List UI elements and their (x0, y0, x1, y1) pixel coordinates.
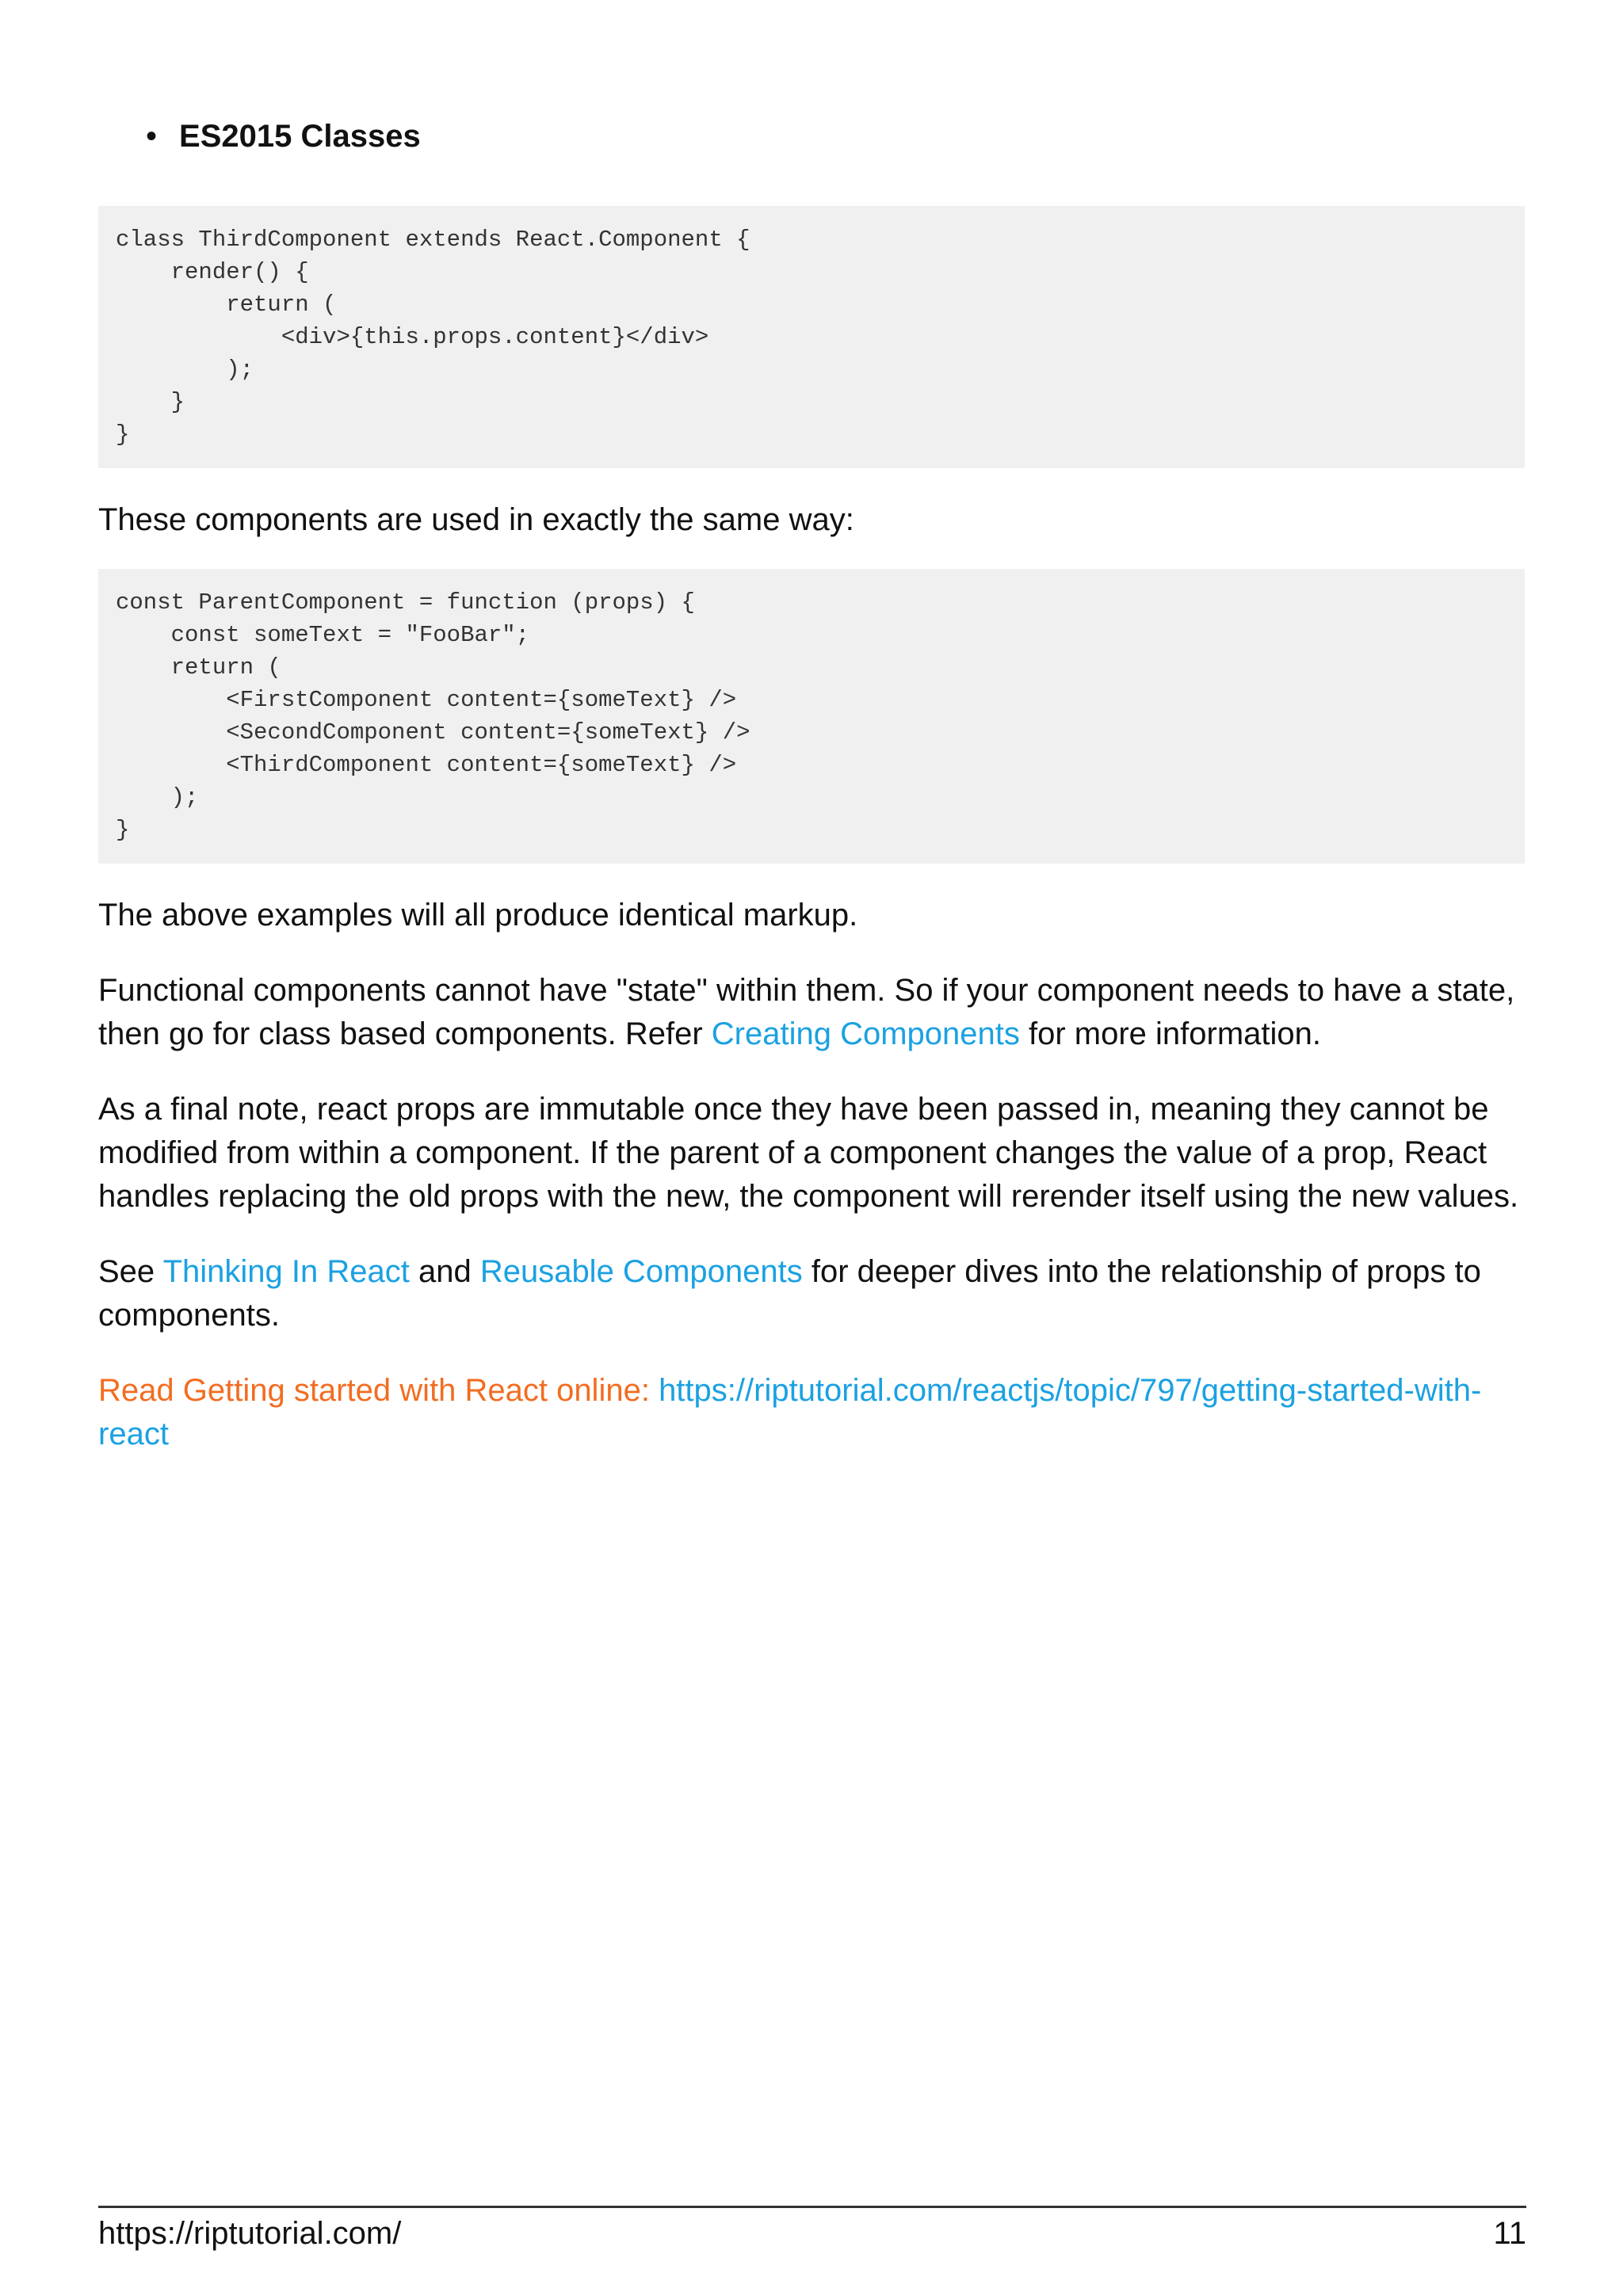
page-footer (98, 2206, 1526, 2252)
read-online-line (98, 1369, 1525, 1456)
section-heading-text: ES2015 Classes (179, 119, 421, 154)
paragraph-functional-text-before: Functional components cannot have "state" within them. So if your component needs to have a state, then go for class based components. Refer (98, 973, 1515, 1051)
footer-site-url: https://riptutorial.com/ (98, 2216, 402, 2251)
read-online-label: Read Getting started with React online: (98, 1373, 659, 1408)
see-also-text-middle: and (409, 1254, 480, 1289)
creating-components-link[interactable]: Creating Components (711, 1016, 1020, 1051)
paragraph-see-also (98, 1250, 1525, 1337)
document-page (98, 119, 1525, 1456)
paragraph-functional-components (98, 969, 1525, 1056)
thinking-in-react-link[interactable]: Thinking In React (162, 1254, 410, 1289)
footer-page-number: 11 (1493, 2216, 1526, 2251)
section-heading (146, 119, 1525, 182)
paragraph-identical-markup: The above examples will all produce identical markup. (98, 898, 858, 933)
reusable-components-link[interactable]: Reusable Components (479, 1254, 803, 1289)
bullet-icon: • (146, 119, 158, 154)
paragraph-usage: These components are used in exactly the same way: (98, 502, 854, 537)
read-online-url-link[interactable]: https://riptutorial.com/reactjs/topic/797/getting-started-with-react (98, 1373, 1482, 1451)
code-block-third-component: class ThirdComponent extends React.Component { render() { return ( <div>{this.props.content}</div> ); } } (98, 206, 1525, 468)
see-also-text-after: for deeper dives into the relationship of props to components. (98, 1254, 1481, 1333)
paragraph-final-note: As a final note, react props are immutable once they have been passed in, meaning they cannot be modified from within a component. If the parent of a component changes the value of a prop, React handles replacing the old props with the new, the component will rerender itself using the new values. (98, 1092, 1519, 1214)
see-also-text-before: See (98, 1254, 163, 1289)
code-block-parent-component: const ParentComponent = function (props) { const someText = "FooBar"; return ( <FirstComponent content={someText} /> <SecondComponent content={someText} /> <ThirdComponent content={someText} /> ); } (98, 569, 1525, 864)
paragraph-functional-text-after: for more information. (1019, 1016, 1322, 1051)
